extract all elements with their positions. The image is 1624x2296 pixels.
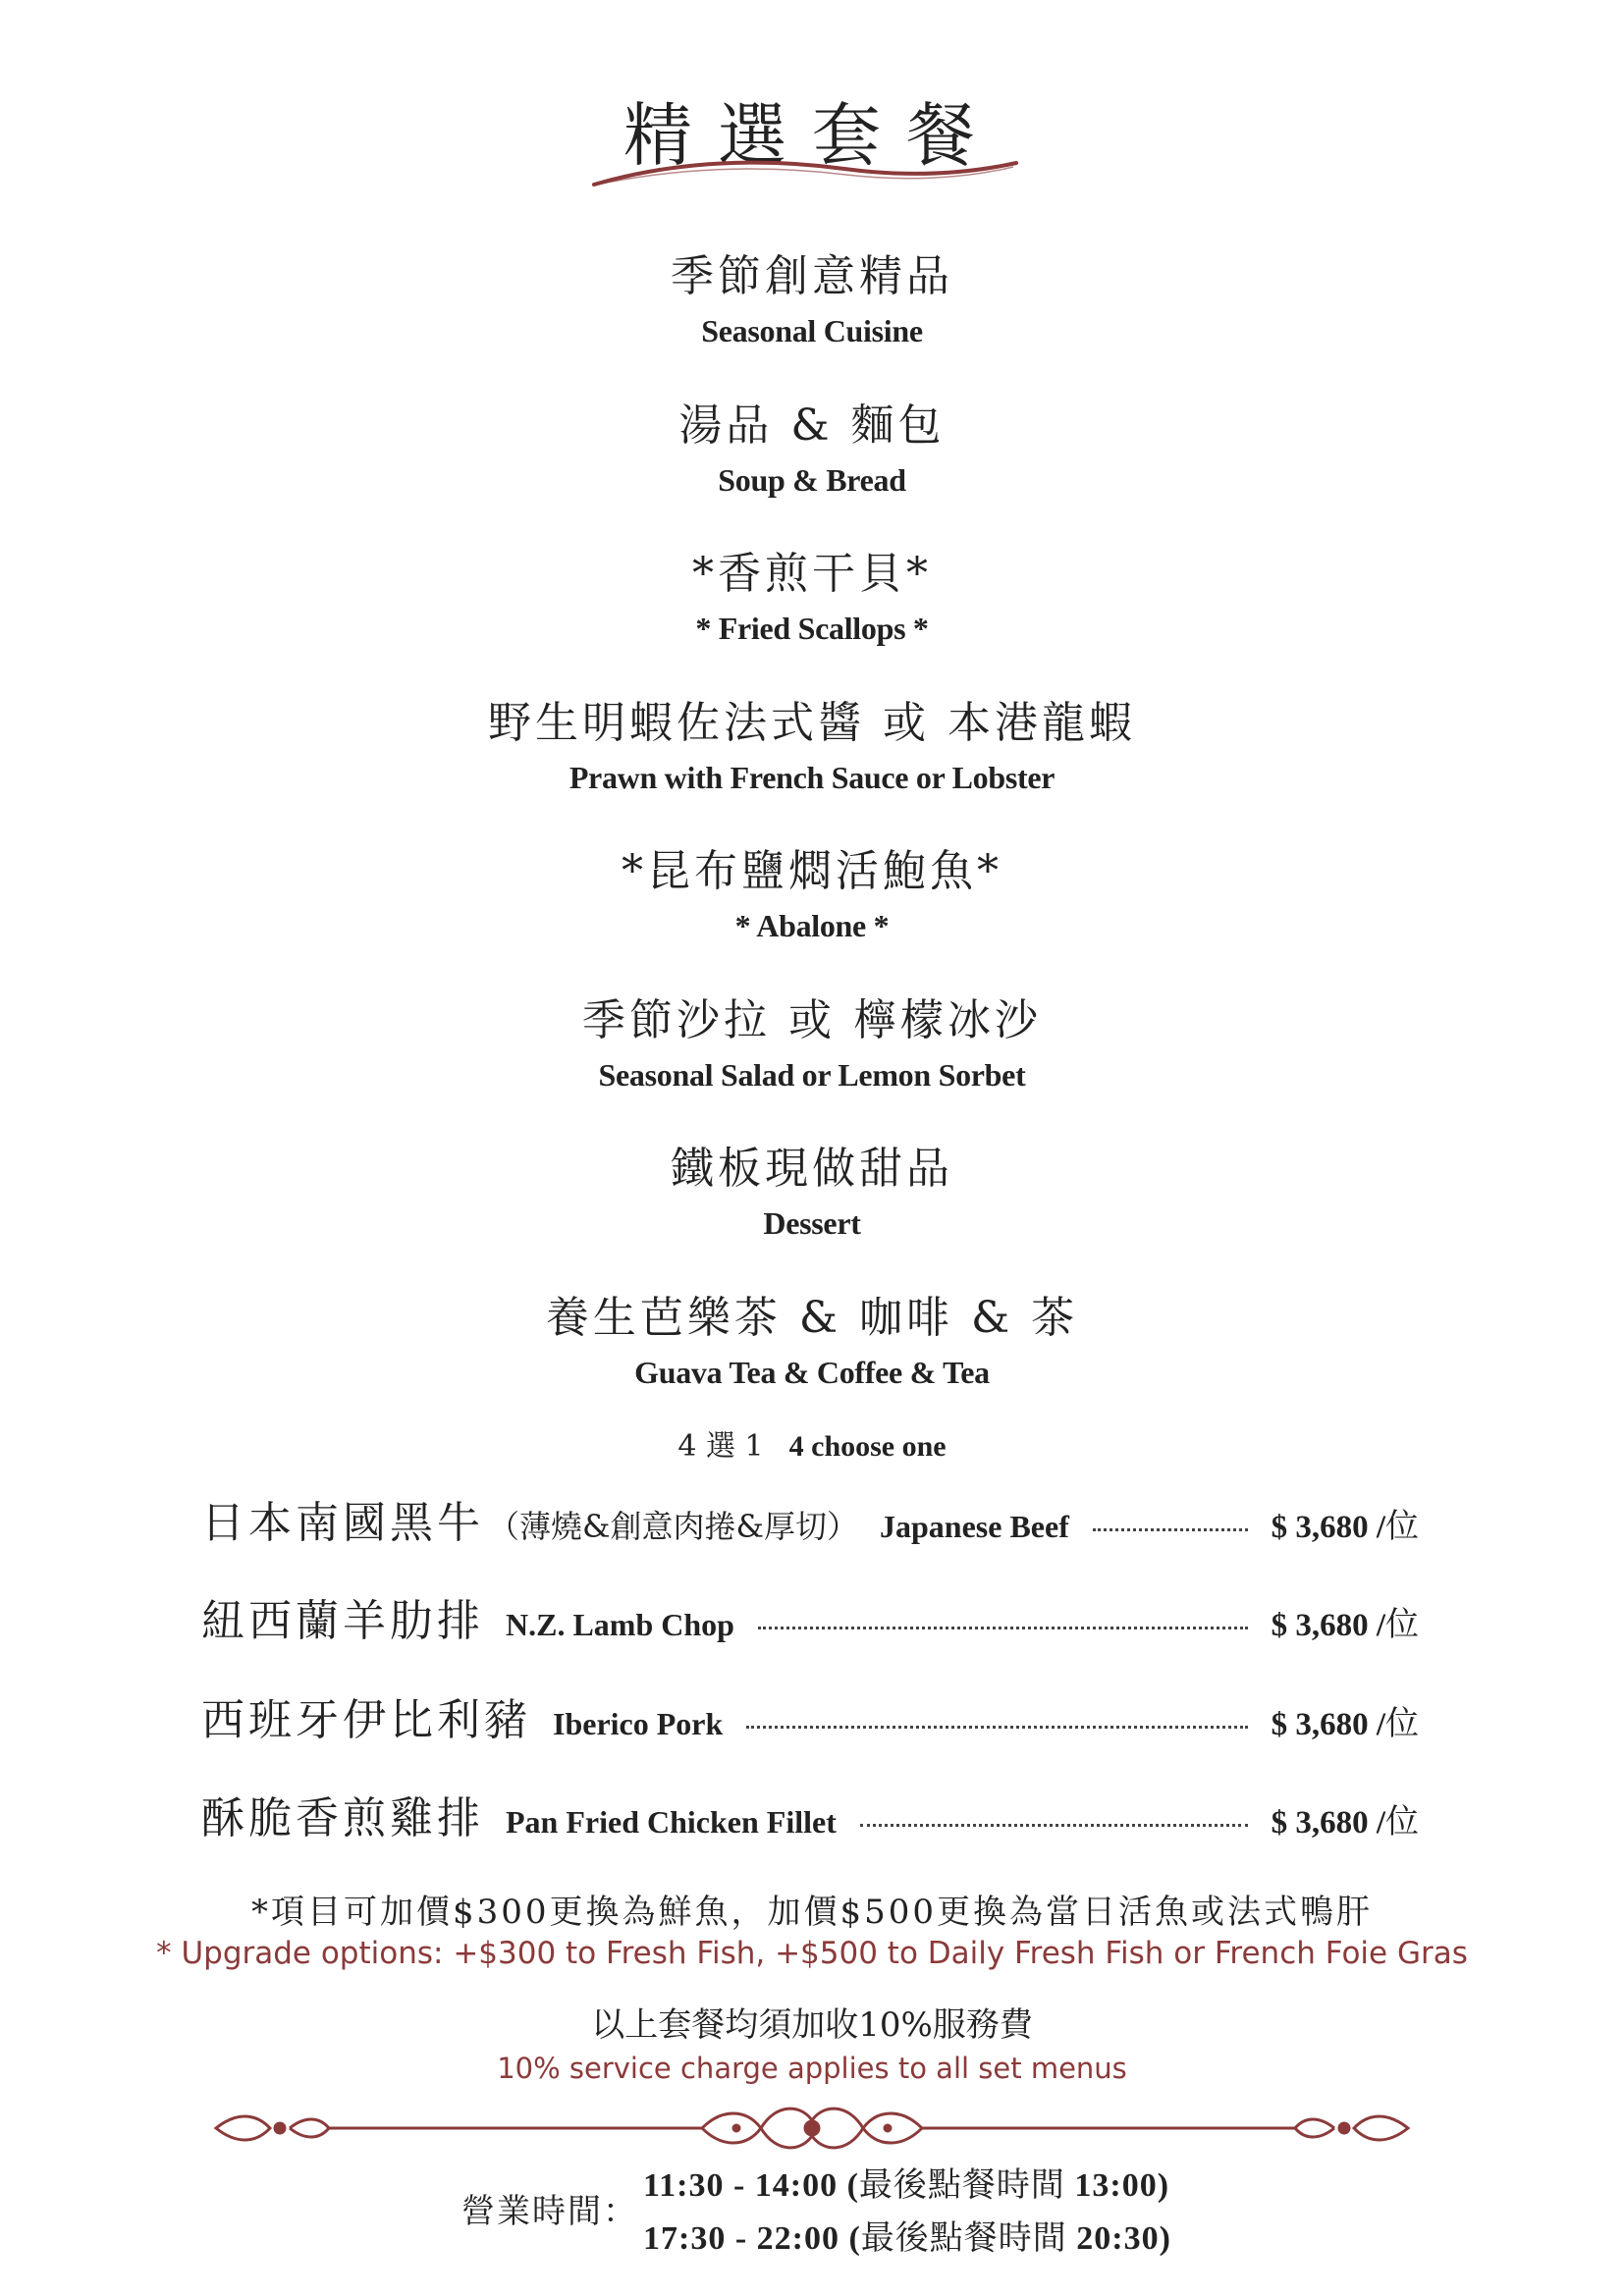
- course-name-en: Soup & Bread: [718, 462, 906, 498]
- main-dish-japanese-beef: [201, 1487, 1419, 1546]
- main-dish-lamb-chop: [201, 1585, 1419, 1644]
- dot-leader: [758, 1627, 1248, 1629]
- course-soup-bread: [0, 390, 1624, 499]
- dish-note: （薄燒&創意肉捲&厚切）: [488, 1508, 858, 1545]
- dish-price: $ 3,680 /位: [1271, 1802, 1419, 1842]
- course-fried-scallops: [0, 538, 1624, 647]
- course-name-zh: 野生明蝦佐法式醬 或 本港龍蝦: [488, 698, 1136, 748]
- choose-one-label: [0, 1421, 1624, 1465]
- dish-name-en: Pan Fried Chicken Fillet: [506, 1804, 837, 1840]
- course-name-zh: 湯品 & 麵包: [678, 400, 946, 451]
- course-name-en: Seasonal Salad or Lemon Sorbet: [598, 1057, 1026, 1093]
- business-hours-lunch: 11:30 - 14:00 (最後點餐時間 13:00): [643, 2165, 1170, 2205]
- main-dish-chicken-fillet: [201, 1783, 1419, 1842]
- page-title: 精選套餐: [623, 95, 1001, 176]
- course-name-zh: 鐵板現做甜品: [671, 1144, 953, 1194]
- course-name-zh: *香煎干貝*: [692, 549, 932, 599]
- service-charge-zh: 以上套餐均須加收10%服務費: [591, 2005, 1033, 2045]
- dish-name-zh: 日本南國黑牛: [201, 1498, 484, 1548]
- dish-name-en: Japanese Beef: [879, 1509, 1069, 1544]
- course-name-en: Guava Tea & Coffee & Tea: [634, 1355, 990, 1390]
- dot-leader: [746, 1726, 1247, 1729]
- course-tea-coffee: [0, 1282, 1624, 1391]
- dish-price: $ 3,680 /位: [1271, 1605, 1419, 1644]
- choose-label-en: 4 choose one: [788, 1430, 947, 1463]
- dish-name-zh: 紐西蘭羊肋排: [201, 1596, 484, 1646]
- title-swash-ornament: [589, 155, 1021, 194]
- upgrade-note-zh: *項目可加價$300更換為鮮魚，加價$500更換為當日活魚或法式鴨肝: [250, 1893, 1374, 1932]
- course-name-zh: 養生芭樂茶 & 咖啡 & 茶: [545, 1293, 1079, 1343]
- dot-leader: [860, 1824, 1248, 1827]
- course-name-en: * Fried Scallops *: [695, 611, 929, 646]
- dish-name-zh: 酥脆香煎雞排: [201, 1793, 484, 1843]
- course-name-zh: 季節創意精品: [671, 251, 953, 301]
- dish-name-zh: 西班牙伊比利豬: [201, 1695, 531, 1745]
- business-hours-label: 營業時間：: [461, 2192, 638, 2231]
- dish-price: $ 3,680 /位: [1271, 1704, 1419, 1743]
- main-dish-iberico-pork: [201, 1684, 1419, 1743]
- course-salad-sorbet: [0, 985, 1624, 1094]
- dish-name-en: N.Z. Lamb Chop: [506, 1607, 734, 1642]
- course-name-zh: *昆布鹽燜活鮑魚*: [622, 846, 1002, 896]
- dish-price: $ 3,680 /位: [1271, 1507, 1419, 1546]
- course-seasonal-cuisine: [0, 240, 1624, 349]
- dish-name-en: Iberico Pork: [553, 1706, 724, 1741]
- course-name-zh: 季節沙拉 或 檸檬冰沙: [582, 995, 1042, 1045]
- course-dessert: [0, 1133, 1624, 1242]
- dot-leader: [1093, 1528, 1248, 1531]
- service-charge-en: 10% service charge applies to all set menus: [497, 2052, 1127, 2085]
- course-name-en: * Abalone *: [734, 908, 890, 943]
- choose-label-zh: 4 選 1: [677, 1429, 764, 1464]
- course-prawn-lobster: [0, 687, 1624, 796]
- floral-divider-ornament: [211, 2099, 1413, 2158]
- course-name-en: Dessert: [763, 1205, 861, 1241]
- upgrade-note-en: * Upgrade options: +$300 to Fresh Fish, +$500 to Daily Fresh Fish or French Foie Gras: [156, 1936, 1468, 1971]
- course-abalone: [0, 835, 1624, 944]
- course-name-en: Seasonal Cuisine: [701, 313, 923, 348]
- course-name-en: Prawn with French Sauce or Lobster: [568, 760, 1056, 795]
- business-hours-dinner: 17:30 - 22:00 (最後點餐時間 20:30): [643, 2218, 1171, 2258]
